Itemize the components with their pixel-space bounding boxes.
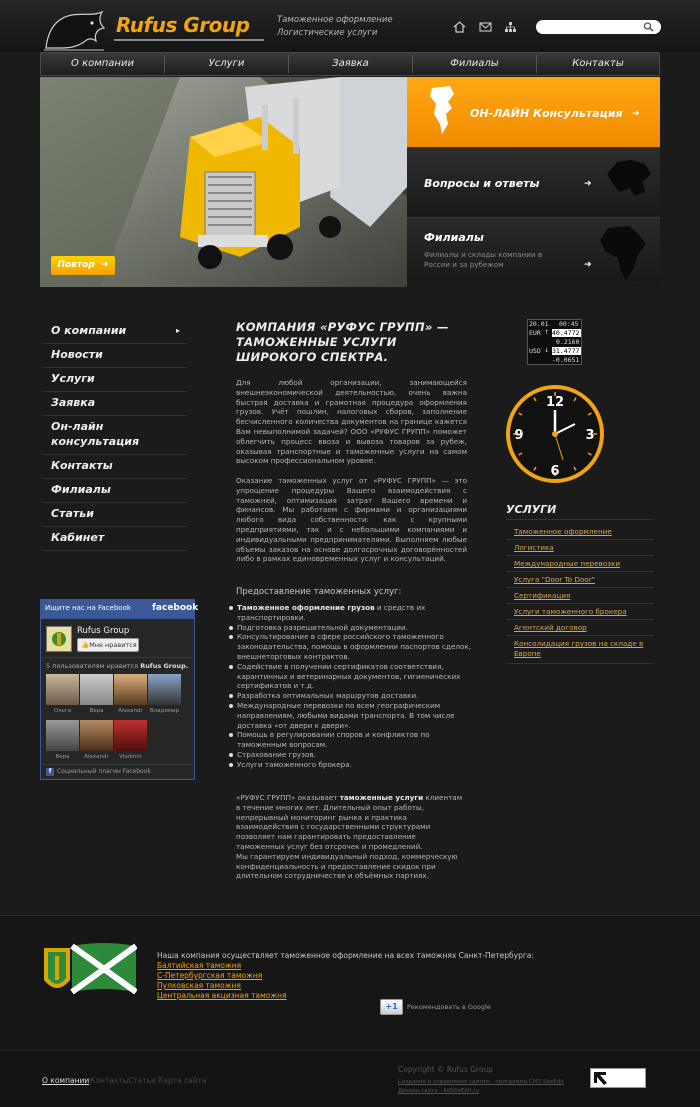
sidebar-item-services[interactable]: Услуги <box>42 368 186 392</box>
list-item: Страхование грузов. <box>228 750 473 760</box>
facebook-find-us: Ищите нас на Facebook <box>45 604 131 612</box>
service-link[interactable]: Консолидация грузов на складе в Европе <box>506 636 654 664</box>
friend-name[interactable]: Alexandr <box>118 708 143 714</box>
usd-label: USD <box>529 347 541 355</box>
analog-clock <box>505 384 605 484</box>
service-link[interactable]: Агентский договор <box>506 620 654 636</box>
footer-link-articles[interactable]: Статьи <box>128 1076 156 1085</box>
clock-numeral-9: 9 <box>514 428 524 443</box>
like-button[interactable] <box>77 638 139 652</box>
sidebar-item-articles[interactable]: Статьи <box>42 503 186 527</box>
arrow-right-icon: ➜ <box>97 260 109 270</box>
africa-map-icon <box>598 224 648 282</box>
nav-contacts[interactable]: Контакты <box>572 58 624 69</box>
search-icon[interactable] <box>643 22 654 32</box>
list-item: Услуги таможенного брокера. <box>228 760 473 770</box>
sidebar-item-label: О компании <box>51 324 127 337</box>
list-item <box>228 603 473 623</box>
likes-page-name: Rufus Group. <box>140 662 189 670</box>
text-span: «РУФУС ГРУПП» оказывает <box>236 793 340 802</box>
coat-of-arms-icon <box>47 627 71 651</box>
service-link[interactable]: Услуга "Door To Door" <box>506 572 654 588</box>
avatar[interactable] <box>80 720 113 751</box>
experience-paragraph <box>236 793 466 881</box>
tagline-logistics: Логистические услуги <box>277 28 378 38</box>
home-icon[interactable] <box>453 21 466 33</box>
list-item: Подготовка разрешительной документации. <box>228 623 473 633</box>
eur-rate: 40.4772 <box>552 329 580 337</box>
divider <box>42 764 192 765</box>
cursor-arrow-icon <box>591 1069 611 1087</box>
list-item: Консультирование в сфере российского таможенного законодательства, помощь в оформлении паспортов сделок, внешнеторговых контрактов. <box>228 632 473 661</box>
list-item: Помощь в регулировании споров и конфликтов по таможенным вопросам. <box>228 730 473 750</box>
page-title: КОМПАНИЯ «РУФУС ГРУПП» — ТАМОЖЕННЫЕ УСЛУГИ ШИРОКОГО СПЕКТРА. <box>236 320 449 364</box>
copyright: Copyright © Rufus Group <box>398 1065 494 1074</box>
facebook-logo[interactable]: facebook <box>152 603 199 613</box>
logo-text[interactable]: Rufus Group <box>116 13 250 37</box>
chevron-right-icon: ▸ <box>175 326 180 335</box>
footer-intro: Наша компания осуществляет таможенное оформление на всех таможнях Санкт-Петербурга: <box>157 951 534 960</box>
page-avatar[interactable] <box>46 626 72 652</box>
credit-design[interactable]: Дизайн сайта - AdSiteEdit.ru <box>398 1088 479 1094</box>
sidebar-item-about[interactable] <box>42 320 186 344</box>
footer-link-sitemap[interactable]: Карта сайта <box>158 1076 207 1085</box>
service-link[interactable]: Международные перевозки <box>506 556 654 572</box>
friend-name[interactable]: Alexandr <box>84 754 109 760</box>
americas-map-icon <box>428 84 460 136</box>
text-span: Мы гарантируем индивидуальный подход, коммерческую конфиденциальность и предоставление скидок при длительном сотрудничестве и объёмных партиях. <box>236 851 458 881</box>
usd-rate: 31.4777 <box>552 347 580 355</box>
sidebar-item-cabinet[interactable]: Кабинет <box>42 527 186 551</box>
divider <box>42 657 192 658</box>
arrow-up-icon: ↑ <box>544 329 550 336</box>
avatar[interactable] <box>46 720 79 751</box>
divider <box>506 519 654 520</box>
friend-name[interactable]: Ольга <box>53 708 72 714</box>
usd-change: -0.0651 <box>552 356 580 364</box>
nav-about[interactable]: О компании <box>71 58 134 69</box>
customs-link[interactable]: Центральная акцизная таможня <box>157 991 287 1000</box>
friend-name[interactable]: Владимир <box>149 708 180 714</box>
customs-link[interactable]: С-Петербургская таможня <box>157 971 263 980</box>
replay-label: Повтор <box>57 260 95 270</box>
google-plus-button[interactable]: +1 <box>380 999 403 1015</box>
google-recommend-text: Рекомендовать в Google <box>407 1003 491 1011</box>
asia-map-icon <box>605 156 653 200</box>
avatar[interactable] <box>114 720 147 751</box>
avatar[interactable] <box>114 674 147 705</box>
facebook-likes-text <box>46 662 188 670</box>
service-link[interactable]: Сертификация <box>506 588 654 604</box>
ticker-time: 00:45 <box>559 320 579 328</box>
list-item: Содействие в получении сертификатов соответствия, карантинных и ветеринарных документов, гигиенических сертификатов и т.д. <box>228 662 473 691</box>
arrow-down-icon: ↓ <box>544 347 550 354</box>
mail-icon[interactable] <box>479 21 492 33</box>
nav-branches[interactable]: Филиалы <box>450 58 499 69</box>
avatar[interactable] <box>80 674 113 705</box>
ticker-date: 20.01 <box>529 320 549 328</box>
intro-paragraph: Для любой организации, занимающейся внешнеэкономической деятельностью, очень важна быстрая доставка и грамотная процедура оформления грузов. Учёт пошлин, налоговых сборов, заполнение бесчисленного количества документов на границе кажется Вам невыполнимой задачей? ООО «РУФУС ГРУПП» поможет облегчить процесс ввоза и вывоза товаров за рубеж, оказывая транспортные и таможенные услуги на самом высоком профессиональном уровне. <box>236 378 467 466</box>
sidebar-item-news[interactable]: Новости <box>42 344 186 368</box>
services-list <box>228 603 473 770</box>
panel-faq-title: Вопросы и ответы <box>424 177 540 190</box>
sidebar-item-branches[interactable]: Филиалы <box>42 479 186 503</box>
sidebar-item-contacts[interactable]: Контакты <box>42 455 186 479</box>
sidebar-item-request[interactable]: Заявка <box>42 392 186 416</box>
logo-underline <box>114 39 264 41</box>
sidebar-item-online-consultation[interactable]: Он-лайн консультация <box>42 416 186 455</box>
friend-name[interactable]: Вера <box>89 708 104 714</box>
customs-link[interactable]: Пулковская таможня <box>157 981 241 990</box>
thumbs-up-icon: 👍 <box>81 641 90 649</box>
footer-link-contacts[interactable]: Контакты <box>90 1076 129 1085</box>
list-item-text: и средств их транспортировки. <box>237 603 426 622</box>
nav-services[interactable]: Услуги <box>208 58 245 69</box>
text-bold: таможенные услуги <box>339 793 424 802</box>
arrow-right-icon: ➜ <box>632 109 640 119</box>
service-link[interactable]: Логистика <box>506 540 654 556</box>
replay-button[interactable] <box>51 256 115 275</box>
customs-link[interactable]: Балтийская таможня <box>157 961 242 970</box>
tagline-customs: Таможенное оформление <box>277 15 393 25</box>
credit-cms[interactable]: Создание и управление сайтом - программа CMS SiteEdit <box>398 1079 564 1085</box>
clock-numeral-6: 6 <box>550 464 560 479</box>
list-item: Международные перевозки по всем географическим направлениям, любыми видами транспорта. В том числе доставка «от двери к двери». <box>228 701 473 730</box>
clock-numeral-3: 3 <box>585 428 595 443</box>
eur-change: 0.2160 <box>556 338 580 346</box>
nav-request[interactable]: Заявка <box>332 58 369 69</box>
sitemap-icon[interactable] <box>504 21 517 33</box>
service-link[interactable]: Услуги таможенного брокера <box>506 604 654 620</box>
facebook-page-name[interactable]: Rufus Group <box>77 626 130 636</box>
services-sidebar-title: УСЛУГИ <box>506 503 557 516</box>
counter-badge[interactable] <box>590 1068 646 1088</box>
list-item: Разработка оптимальных маршрутов доставки. <box>228 691 473 701</box>
like-label: Мне нравится <box>89 641 137 649</box>
arrow-right-icon: ➜ <box>584 260 592 270</box>
text-span: клиентам в течение многих лет. Длительный опыт работы, непрерывный мониторинг рынка и практика взаимодействия с государственными структурами позволяет нам гарантировать предоставление таможенных услуг без отсрочек и промедлений. <box>236 793 463 851</box>
panel-online-title: ОН-ЛАЙН Консультация <box>470 107 623 120</box>
panel-branches-title: Филиалы <box>424 231 484 244</box>
panel-branches-subtitle: Филиалы и склады компании в России и за рубежом <box>424 250 543 269</box>
list-item-bold: Таможенное оформление грузов <box>237 603 375 612</box>
panther-logo-icon[interactable] <box>42 8 108 52</box>
avatar[interactable] <box>46 674 79 705</box>
arrow-right-icon: ➜ <box>584 179 592 189</box>
friend-name[interactable]: Вера <box>55 754 70 760</box>
customs-flag-icon <box>42 940 137 998</box>
service-link[interactable]: Таможенное оформление <box>506 524 654 540</box>
facebook-icon: f <box>46 768 54 776</box>
avatar[interactable] <box>148 674 181 705</box>
facebook-plugin-text[interactable]: Социальный плагин Facebook <box>57 768 151 775</box>
friend-name[interactable]: Vladimir <box>119 754 142 760</box>
clock-numeral-12: 12 <box>545 395 565 410</box>
likes-count-text: 5 пользователям нравится <box>46 662 139 670</box>
services-heading: Предоставление таможенных услуг: <box>236 587 402 597</box>
services-paragraph: Оказание таможенных услуг от «РУФУС ГРУПП» — это упрощение процедуры Вашего взаимодействия с таможней, оптимизация затрат Вашего времени и финансов. Мы работаем с фирмами и организациями любого вида собственности: как с крупными предприятиями, так и с небольшими компаниями и индивидуальными предпринимателями. Выполняем любые объемы заказов на основе долгосрочных договорённостей либо в рамках единовременных услуг и консультаций. <box>236 476 467 564</box>
eur-label: EUR <box>529 329 541 337</box>
footer-link-about[interactable]: О компании <box>42 1076 90 1085</box>
